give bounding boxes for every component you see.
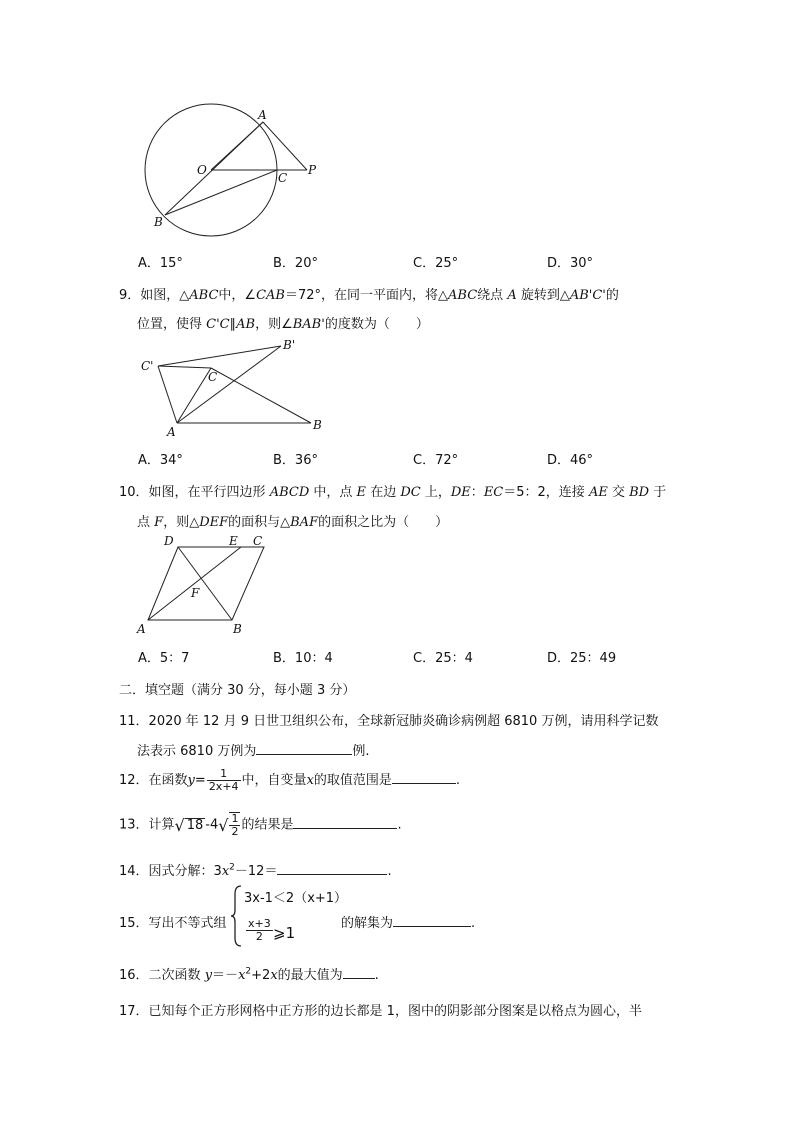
- q12-fraction: $\frac{1}{2x+4}$: [208, 767, 239, 793]
- segment-ae: [148, 547, 241, 620]
- q11-line-1: 11．2020 年 12 月 9 日世卫组织公布，全球新冠肺炎确诊病例超 6810 万例，请用科学记数: [119, 714, 659, 729]
- q14-line: 14．因式分解：$3x^2-12=$ .: [119, 862, 392, 879]
- q13-line: 13．计算√ 18 -4√ $\frac{1}{2}$ 的结果是 .: [119, 812, 402, 838]
- segment-bd: [178, 547, 232, 620]
- segment-abp: [177, 346, 281, 423]
- q15-answer-blank[interactable]: [393, 914, 471, 927]
- segment-cpc: [158, 366, 211, 368]
- q8-circle-figure: [135, 100, 335, 240]
- q11-answer-blank[interactable]: [256, 742, 352, 755]
- q9-option-c: C．72°: [413, 453, 459, 468]
- q13-answer-blank[interactable]: [293, 816, 397, 829]
- q12-answer-blank[interactable]: [392, 771, 456, 784]
- label-c: C: [253, 534, 263, 548]
- q10-parallelogram-figure: [132, 530, 282, 640]
- q15-fraction: $\frac{x+3}{2}$: [248, 917, 271, 943]
- q9-rotation-figure: [135, 335, 335, 440]
- label-f: F: [191, 586, 200, 600]
- q10-line-2: 点 F，则△DEF的面积与△BAF的面积之比为（ ）: [137, 515, 449, 530]
- q10-line-1: 10．如图，在平行四边形 ABCD 中，点 E 在边 DC 上，DE：EC＝5：2，连接 AE 交 BD 于: [119, 485, 667, 500]
- q15-brace: [231, 884, 243, 948]
- parallelogram-abcd: [148, 547, 264, 620]
- q8-option-c: C．25°: [413, 256, 459, 271]
- q8-option-b: B．20°: [273, 256, 318, 271]
- section-heading-fill-blank: 二．填空题（满分 30 分，每小题 3 分）: [119, 683, 356, 698]
- q9-option-d: D．46°: [547, 453, 594, 468]
- segment-ap: [263, 122, 307, 170]
- q10-option-b: B．10：4: [273, 651, 333, 666]
- label-d: D: [164, 534, 174, 548]
- label-e: E: [229, 534, 238, 548]
- label-c: C: [278, 171, 288, 185]
- segment-cpa: [158, 366, 177, 423]
- q9-option-b: B．36°: [273, 453, 318, 468]
- segment-bc: [165, 170, 277, 215]
- q15-system: 15．写出不等式组 3x-1＜2（x+1） $\frac{x+3}{2}$ ⩾1 的解集为 .: [119, 884, 519, 950]
- q10-option-d: D．25：49: [547, 651, 617, 666]
- segment-ac: [177, 368, 211, 423]
- label-a: A: [137, 622, 146, 636]
- q9-line-2: 位置，使得 C'C∥AB，则∠BAB'的度数为（ ）: [137, 317, 429, 332]
- label-b: B: [313, 418, 322, 432]
- q10-option-c: C．25：4: [413, 651, 473, 666]
- label-cp: C': [141, 359, 154, 373]
- q9-line-1: 9．如图，△ABC中，∠CAB＝72°，在同一平面内，将△ABC绕点 A 旋转到△AB'C'的: [119, 288, 619, 303]
- q10-option-a: A．5：7: [138, 651, 190, 666]
- label-b: B: [154, 215, 163, 229]
- q12-line: 12．在函数y= $\frac{1}{2x+4}$ 中，自变量x的取值范围是 .: [119, 767, 461, 793]
- q16-answer-blank[interactable]: [343, 966, 375, 979]
- label-b: B: [233, 622, 242, 636]
- q14-answer-blank[interactable]: [277, 862, 387, 875]
- q8-option-a: A．15°: [138, 256, 183, 271]
- label-bp: B': [283, 338, 296, 352]
- segment-ba: [165, 122, 263, 215]
- q13-fraction: $\frac{1}{2}$: [231, 812, 239, 838]
- label-a: A: [167, 425, 176, 439]
- segment-cpbp: [158, 346, 281, 366]
- q17-line-1: 17．已知每个正方形网格中正方形的边长都是 1，图中的阴影部分图案是以格点为圆心，半: [119, 1004, 642, 1019]
- label-p: P: [308, 163, 317, 177]
- q9-option-a: A．34°: [138, 453, 183, 468]
- label-c: C: [208, 370, 218, 384]
- segment-cb: [211, 368, 311, 423]
- label-a: A: [258, 108, 267, 122]
- q11-line-2: 法表示 6810 万例为 例.: [137, 744, 370, 759]
- q16-line: 16．二次函数 $y=-x^2+2x$的最大值为 .: [119, 966, 379, 983]
- label-o: O: [197, 163, 207, 177]
- q8-option-d: D．30°: [547, 256, 594, 271]
